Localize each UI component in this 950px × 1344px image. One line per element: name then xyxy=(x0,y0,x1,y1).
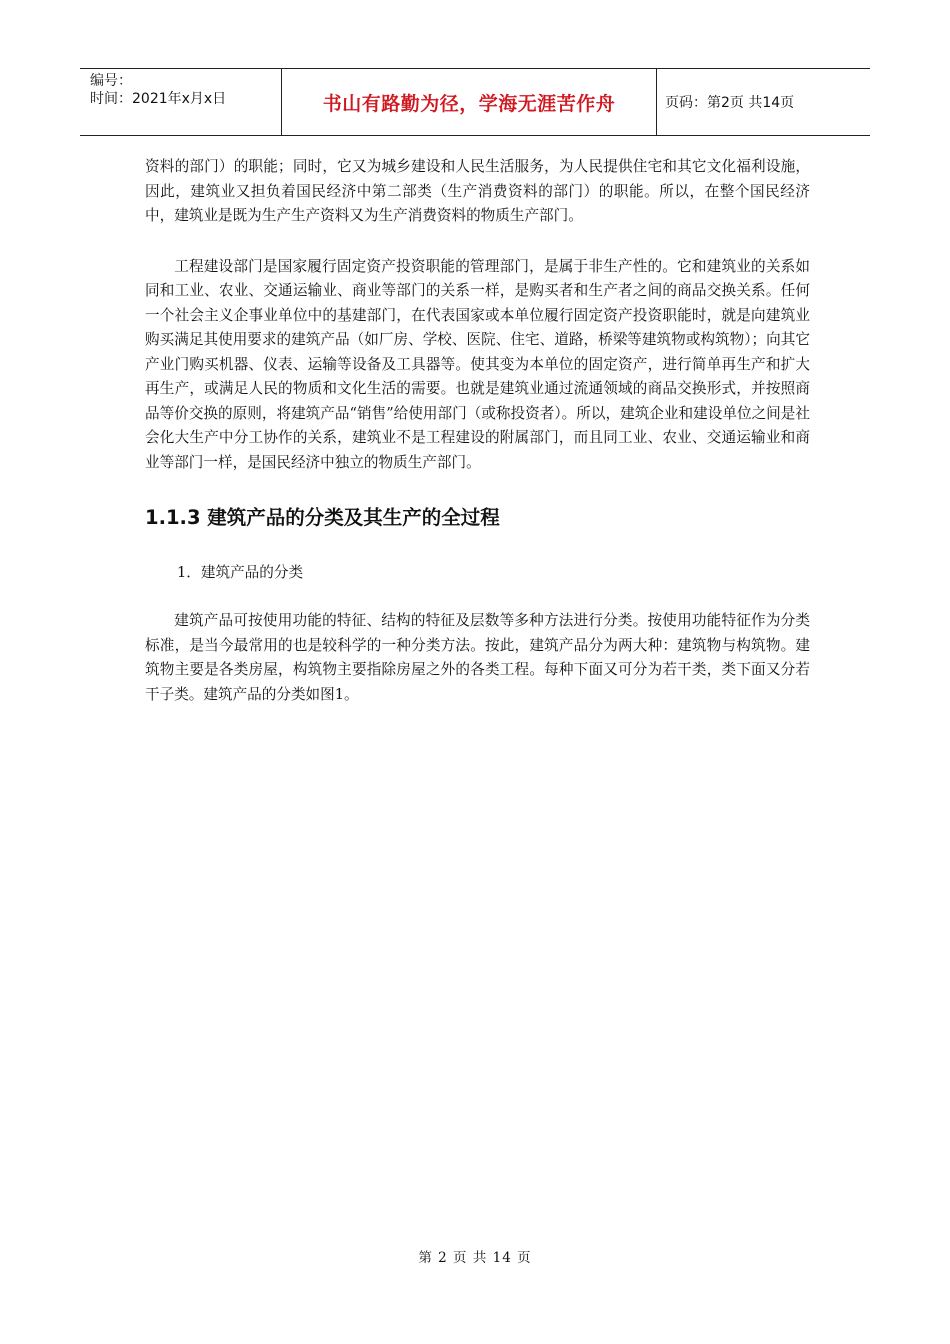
subsection-heading: 1．建筑产品的分类 xyxy=(177,564,304,581)
page-footer: 第 2 页 共 14 页 xyxy=(418,1250,532,1266)
code-label: 编号： xyxy=(90,73,132,89)
date-line: 时间：2021年x月x日 xyxy=(90,91,227,107)
paragraph-classification: 建筑产品可按使用功能的特征、结构的特征及层数等多种方法进行分类。按使用功能特征作为分类标准，是当今最常用的也是较科学的一种分类方法。按此，建筑产品分为两大种：建筑物与构筑物。建筑物主要是各类房屋，构筑物主要指除房屋之外的各类工程。每种下面又可分为若干类，类下面又分若干子类。建筑产品的分类如图1。 xyxy=(145,612,810,703)
page-info: 页码：第2页 共14页 xyxy=(665,95,795,111)
document-body xyxy=(145,155,810,707)
header-meta-cell xyxy=(80,69,281,135)
paragraph-continuation: 资料的部门）的职能；同时，它又为城乡建设和人民生活服务，为人民提供住宅和其它文化福利设施，因此，建筑业又担负着国民经济中第二部类（生产消费资料的部门）的职能。所以，在整个国民经济中，建筑业是既为生产生产资料又为生产消费资料的物质生产部门。 xyxy=(145,158,810,224)
section-heading: 1.1.3 建筑产品的分类及其生产的全过程 xyxy=(145,506,500,529)
header-page-cell xyxy=(657,69,870,135)
document-header xyxy=(80,68,870,136)
motto-text: 书山有路勤为径，学海无涯苦作舟 xyxy=(322,92,616,115)
header-motto-cell xyxy=(281,69,657,135)
paragraph-engineering-dept: 工程建设部门是国家履行固定资产投资职能的管理部门，是属于非生产性的。它和建筑业的关系如同和工业、农业、交通运输业、商业等部门的关系一样，是购买者和生产者之间的商品交换关系。任何一个社会主义企事业单位中的基建部门，在代表国家或本单位履行固定资产投资职能时，就是向建筑业购买满足其使用要求的建筑产品（如厂房、学校、医院、住宅、道路，桥梁等建筑物或构筑物）；向其它产业门购买机器、仪表、运输等设备及工具器等。使其变为本单位的固定资产，进行简单再生产和扩大再生产，或满足人民的物质和文化生活的需要。也就是建筑业通过流通领域的商品交换形式，并按照商品等价交换的原则，将建筑产品“销售”给使用部门（或称投资者）。所以，建筑企业和建设单位之间是社会化大生产中分工协作的关系，建筑业不是工程建设的附属部门，而且同工业、农业、交通运输业和商业等部门一样，是国民经济中独立的物质生产部门。 xyxy=(145,257,810,471)
